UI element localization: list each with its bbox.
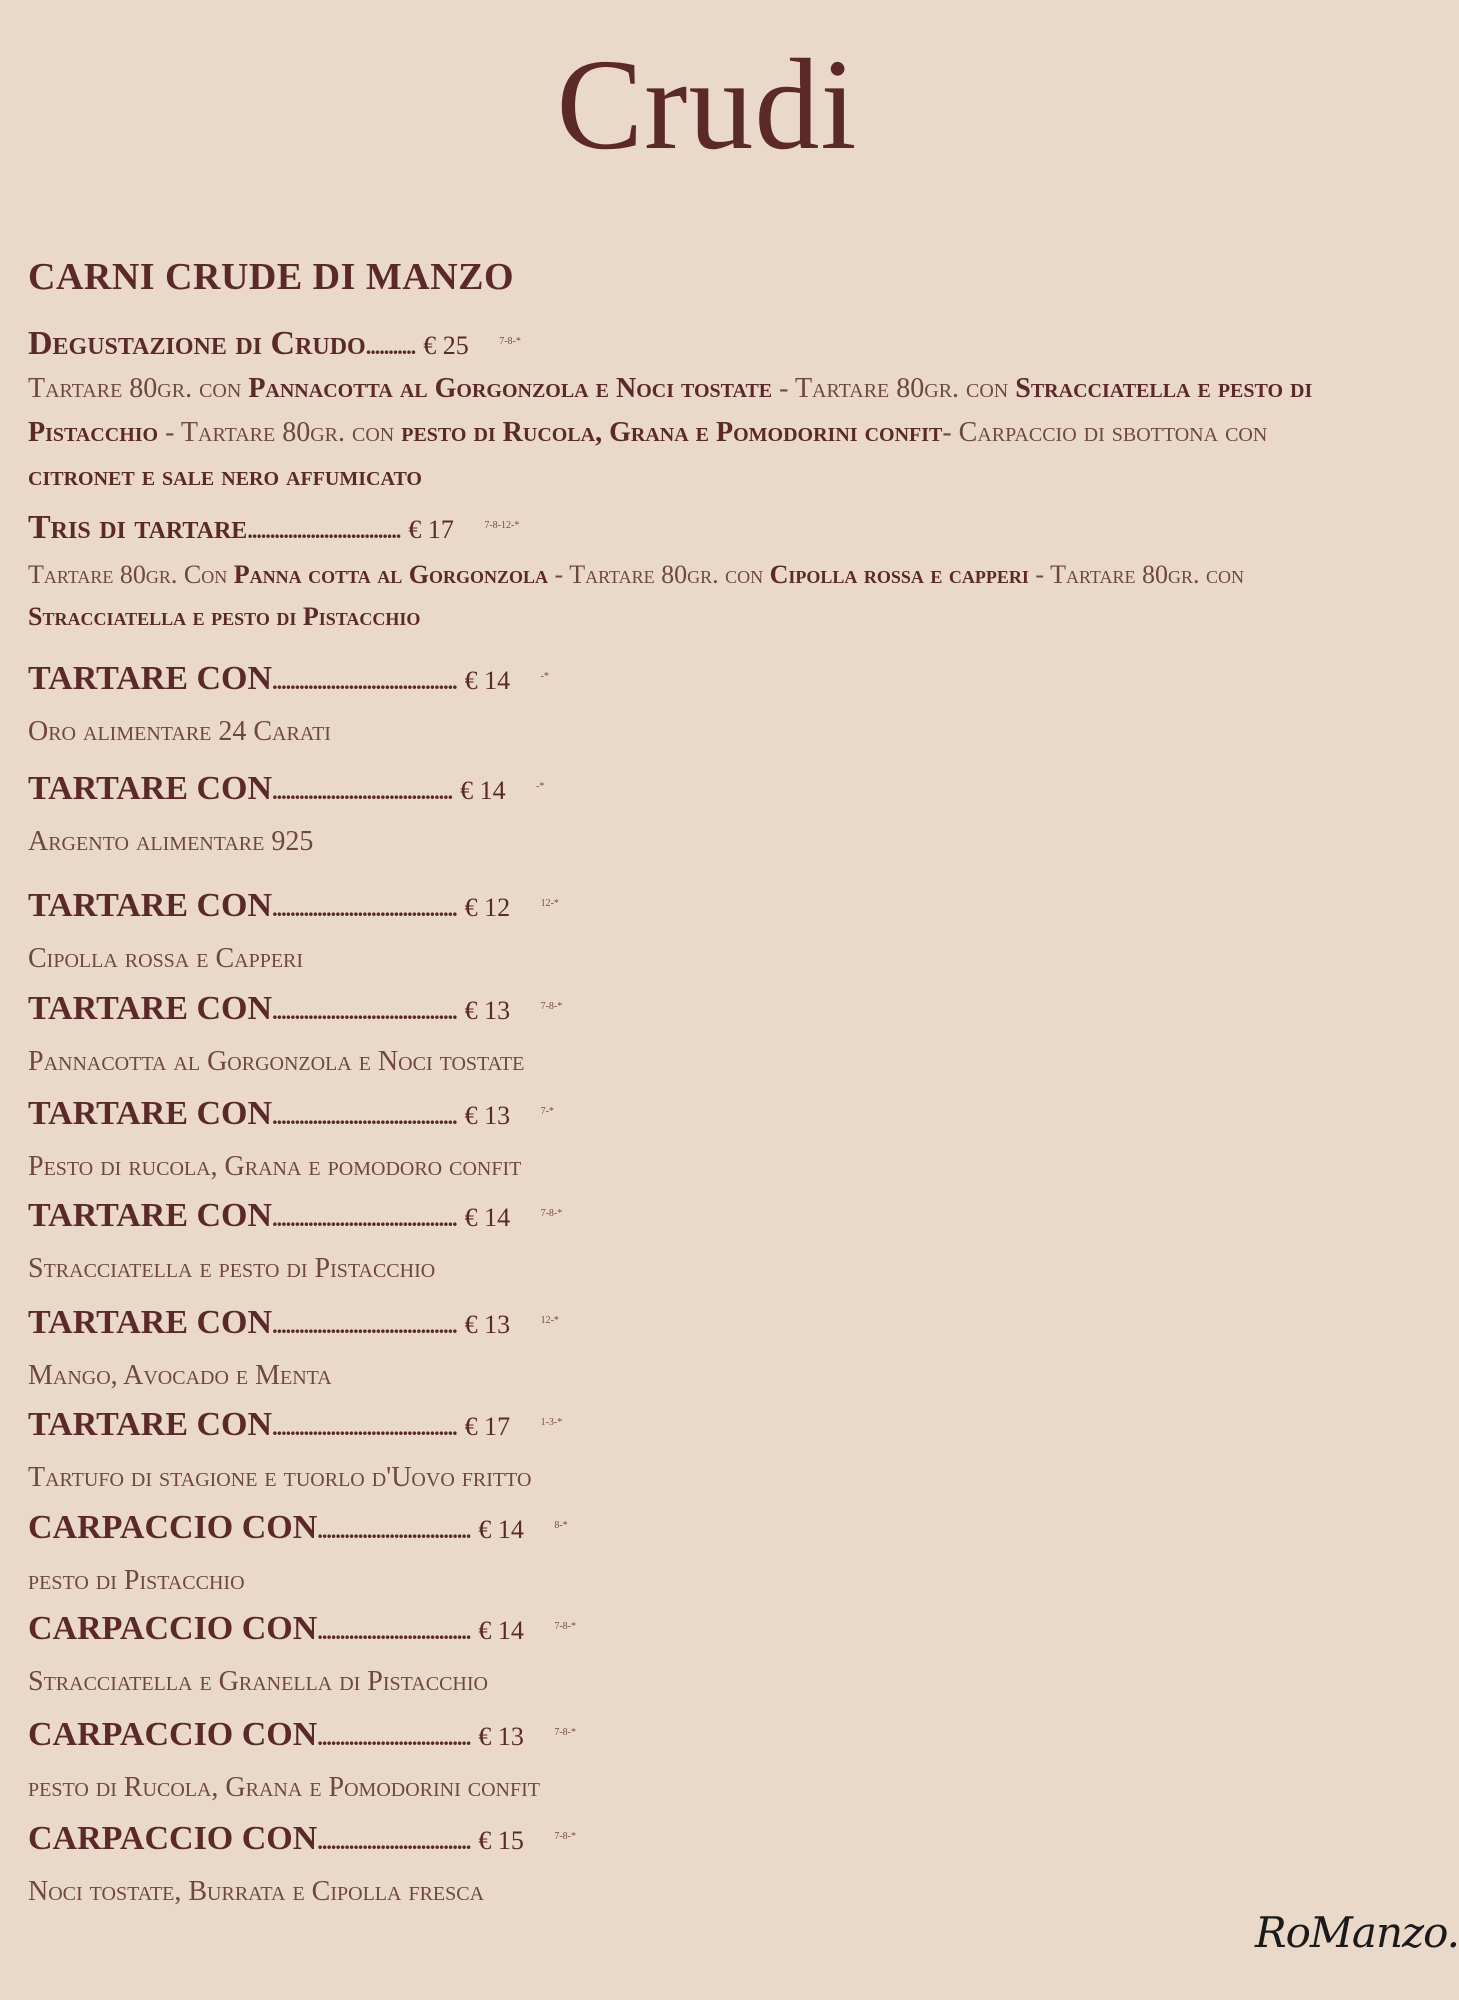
dot-leader: .........................................	[272, 669, 457, 694]
item-name: TARTARE CON	[28, 1095, 273, 1132]
item-name: CARPACCIO CON	[28, 1716, 318, 1753]
plain-text: - Tartare 80gr. con	[772, 373, 1016, 404]
dot-leader: .........................................	[272, 999, 457, 1024]
item-price: € 14	[464, 666, 511, 695]
item-description: Mango, Avocado e Menta	[28, 1360, 332, 1391]
menu-item	[28, 887, 559, 925]
section-heading: CARNI CRUDE DI MANZO	[28, 256, 515, 298]
item-name: TARTARE CON	[28, 770, 273, 807]
menu-item	[28, 1406, 562, 1444]
item-name: TARTARE CON	[28, 990, 273, 1027]
degustazione-description	[28, 367, 1368, 499]
menu-item	[28, 770, 544, 808]
highlight-text: Stracciatella e pesto di Pistacchio	[28, 373, 1313, 448]
menu-item	[28, 1610, 576, 1648]
dot-leader: .........................................	[272, 896, 457, 921]
item-description: Pannacotta al Gorgonzola e Noci tostate	[28, 1046, 525, 1077]
menu-item	[28, 1716, 576, 1754]
dot-leader: ..................................	[247, 518, 401, 543]
item-price: € 17	[464, 1412, 511, 1441]
item-allergens: 7-8-*	[554, 1831, 576, 1842]
item-price: € 13	[478, 1722, 524, 1751]
item-price: € 12	[464, 893, 511, 922]
item-name: Degustazione di Crudo	[28, 325, 366, 362]
tris-description	[28, 554, 1368, 638]
item-allergens: 8-*	[554, 1520, 568, 1531]
item-name: TARTARE CON	[28, 1406, 273, 1443]
item-description: Argento alimentare 925	[28, 826, 314, 857]
item-price: € 15	[478, 1826, 524, 1855]
item-description: Pesto di rucola, Grana e pomodoro confit	[28, 1151, 522, 1182]
item-price: € 13	[464, 1101, 511, 1130]
highlight-text: pesto di Rucola, Grana e Pomodorini confit	[401, 417, 943, 448]
highlight-text: Panna cotta al Gorgonzola	[233, 560, 549, 589]
romanzo-logo: RoManzo.	[1255, 1908, 1459, 1957]
item-allergens: 7-8-*	[540, 1208, 563, 1219]
dot-leader: ..................................	[317, 1725, 471, 1750]
item-price: € 14	[460, 776, 506, 805]
item-price: € 14	[478, 1616, 524, 1645]
menu-item	[28, 660, 549, 698]
item-description: Stracciatella e Granella di Pistacchio	[28, 1666, 488, 1697]
menu-item	[28, 1304, 559, 1342]
menu-item	[28, 1197, 562, 1235]
item-allergens: 7-8-*	[540, 1001, 563, 1012]
item-allergens: -*	[540, 671, 549, 682]
dot-leader: .........................................	[272, 1104, 457, 1129]
item-price: € 17	[408, 515, 454, 544]
highlight-text: Stracciatella e pesto di Pistacchio	[28, 602, 421, 631]
plain-text: Tartare 80gr. con	[28, 373, 249, 404]
plain-text: - Carpaccio di sbottona con	[942, 417, 1268, 448]
item-allergens: 7-8-12-*	[484, 520, 520, 531]
menu-item	[28, 990, 562, 1028]
item-name: TARTARE CON	[28, 1197, 273, 1234]
item-allergens: 7-*	[540, 1106, 554, 1117]
dot-leader: ..................................	[317, 1518, 471, 1543]
item-description: Stracciatella e pesto di Pistacchio	[28, 1253, 436, 1284]
menu-item-tris	[28, 509, 519, 547]
plain-text: - Tartare 80gr. con	[1028, 560, 1244, 589]
item-price: € 13	[464, 996, 511, 1025]
item-allergens: 7-8-*	[499, 336, 521, 347]
item-description: Cipolla rossa e Capperi	[28, 943, 304, 974]
item-price: € 25	[423, 331, 469, 360]
dot-leader: ........................................	[272, 779, 453, 804]
item-description: pesto di Rucola, Grana e Pomodorini confit	[28, 1772, 540, 1803]
highlight-text: Cipolla rossa e capperi	[769, 560, 1029, 589]
highlight-text: citronet e sale nero affumicato	[28, 461, 422, 492]
item-name: CARPACCIO CON	[28, 1509, 318, 1546]
item-description: Tartufo di stagione e tuorlo d'Uovo fritto	[28, 1462, 532, 1493]
item-description: Noci tostate, Burrata e Cipolla fresca	[28, 1876, 485, 1907]
dot-leader: .........................................	[272, 1206, 457, 1231]
item-price: € 13	[464, 1310, 511, 1339]
item-allergens: 7-8-*	[554, 1621, 576, 1632]
plain-text: Tartare 80gr. Con	[28, 560, 234, 589]
menu-item	[28, 1820, 576, 1858]
item-price: € 14	[478, 1515, 524, 1544]
menu-item-degustazione	[28, 325, 521, 363]
dot-leader: .........................................	[272, 1313, 457, 1338]
item-name: CARPACCIO CON	[28, 1610, 318, 1647]
page-title: Crudi	[556, 33, 858, 177]
menu-item	[28, 1095, 554, 1133]
item-allergens: 12-*	[540, 898, 559, 909]
item-name: Tris di tartare	[28, 509, 248, 546]
menu-item	[28, 1509, 568, 1547]
item-allergens: 7-8-*	[554, 1727, 576, 1738]
plain-text: - Tartare 80gr. con	[548, 560, 770, 589]
item-price: € 14	[464, 1203, 511, 1232]
item-description: pesto di Pistacchio	[28, 1565, 245, 1596]
plain-text: - Tartare 80gr. con	[158, 417, 402, 448]
item-name: TARTARE CON	[28, 1304, 273, 1341]
item-description: Oro alimentare 24 Carati	[28, 716, 331, 747]
item-name: CARPACCIO CON	[28, 1820, 318, 1857]
item-name: TARTARE CON	[28, 887, 273, 924]
highlight-text: Pannacotta al Gorgonzola e Noci tostate	[248, 373, 773, 404]
dot-leader: ..................................	[317, 1619, 471, 1644]
item-allergens: -*	[536, 781, 545, 792]
item-allergens: 12-*	[540, 1315, 559, 1326]
item-allergens: 1-3-*	[540, 1417, 563, 1428]
item-name: TARTARE CON	[28, 660, 273, 697]
dot-leader: ..................................	[317, 1829, 471, 1854]
dot-leader: ...........	[365, 334, 416, 359]
dot-leader: .........................................	[272, 1415, 457, 1440]
